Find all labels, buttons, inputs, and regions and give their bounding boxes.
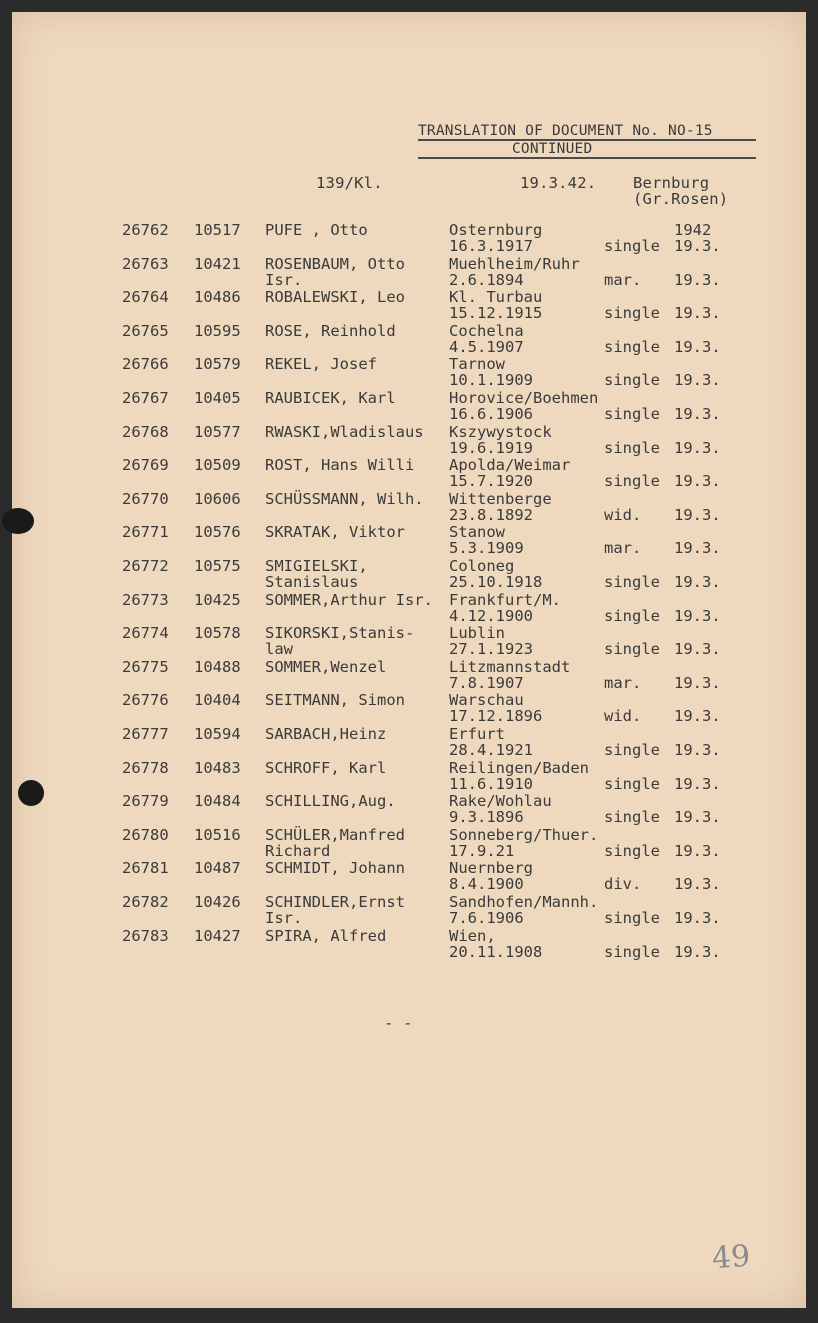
person-name-continued: Stanislaus [265, 573, 359, 591]
entry-number: 26771 [122, 523, 169, 542]
entry-date: 19.3. [674, 875, 721, 894]
person-name-continued: Isr. [265, 270, 303, 289]
birth-place: Tarnow [449, 355, 505, 374]
person-name: SCHÜLER,Manfred [265, 825, 405, 844]
entry-number: 26763 [122, 254, 169, 273]
list-item [12, 927, 806, 961]
entry-date: 19.3. [674, 505, 721, 524]
list-item [12, 255, 806, 289]
entry-number: 26773 [122, 590, 169, 609]
person-name: PUFE , Otto [265, 221, 368, 239]
birth-place: Sandhofen/Mannh. [449, 893, 599, 911]
birth-place: Coloneg [449, 557, 515, 575]
entry-date: 19.3. [674, 573, 721, 591]
location: Bernburg [633, 174, 710, 192]
birth-place: Litzmannstadt [449, 657, 571, 676]
birth-date: 25.10.1918 [449, 573, 543, 591]
entry-number: 26778 [122, 758, 169, 777]
page-number: 49 [710, 1238, 752, 1277]
list-item [12, 691, 806, 725]
list-item [12, 658, 806, 692]
prisoner-number: 10576 [194, 523, 241, 542]
birth-place: Reilingen/Baden [449, 758, 589, 777]
birth-date: 8.4.1900 [449, 875, 524, 894]
entry-number: 26777 [122, 725, 169, 743]
marital-status: div. [604, 875, 642, 894]
birth-date: 23.8.1892 [449, 505, 533, 524]
birth-date: 19.6.1919 [449, 438, 533, 457]
prisoner-number: 10425 [194, 590, 241, 609]
prisoner-number: 10405 [194, 389, 241, 407]
marital-status: single [604, 237, 660, 255]
entry-number: 26767 [122, 389, 169, 407]
list-item [12, 322, 806, 356]
marital-status: single [604, 371, 660, 390]
continued-underline [418, 157, 756, 159]
prisoner-number: 10509 [194, 456, 241, 475]
person-name: SEITMANN, Simon [265, 691, 405, 710]
prisoner-number: 10606 [194, 489, 241, 508]
birth-place: Nuernberg [449, 859, 533, 878]
birth-place: Muehlheim/Ruhr [449, 254, 580, 273]
list-item [12, 759, 806, 793]
entry-number: 26772 [122, 557, 169, 575]
entry-date: 19.3. [674, 707, 721, 726]
entry-date: 19.3. [674, 405, 721, 423]
prisoner-number: 10595 [194, 321, 241, 340]
birth-date: 10.1.1909 [449, 371, 533, 390]
marital-status: single [604, 337, 660, 356]
year-label: 1942 [674, 221, 712, 239]
birth-place: Osternburg [449, 221, 543, 239]
person-name: ROBALEWSKI, Leo [265, 288, 405, 307]
person-name: SMIGIELSKI, [265, 557, 368, 575]
list-item [12, 792, 806, 826]
birth-place: Rake/Wohlau [449, 792, 552, 811]
prisoner-number: 10484 [194, 792, 241, 811]
marital-status: single [604, 472, 660, 491]
person-name: SOMMER,Arthur Isr. [265, 590, 433, 609]
person-name-continued: Isr. [265, 909, 303, 927]
list-item [12, 557, 806, 591]
marital-status: mar. [604, 270, 642, 289]
marital-status: wid. [604, 707, 642, 726]
birth-date: 5.3.1909 [449, 539, 524, 558]
list-item [12, 826, 806, 860]
list-item [12, 893, 806, 927]
birth-date: 17.12.1896 [449, 707, 543, 726]
entry-date: 19.3. [674, 909, 721, 927]
birth-date: 7.6.1906 [449, 909, 524, 927]
entry-date: 19.3. [674, 337, 721, 356]
entry-date: 19.3. [674, 539, 721, 558]
birth-date: 28.4.1921 [449, 741, 533, 759]
marital-status: single [604, 405, 660, 423]
entry-number: 26770 [122, 489, 169, 508]
birth-place: Stanow [449, 523, 505, 542]
birth-place: Frankfurt/M. [449, 590, 561, 609]
birth-date: 9.3.1896 [449, 808, 524, 827]
prisoner-number: 10487 [194, 859, 241, 878]
birth-date: 7.8.1907 [449, 673, 524, 692]
document-date: 19.3.42. [520, 174, 597, 192]
entry-number: 26775 [122, 657, 169, 676]
marital-status: single [604, 606, 660, 625]
marital-status: mar. [604, 539, 642, 558]
birth-place: Wien, [449, 926, 496, 945]
list-item [12, 490, 806, 524]
prisoner-number: 10578 [194, 624, 241, 643]
prisoner-number: 10579 [194, 355, 241, 374]
list-item [12, 389, 806, 423]
entry-date: 19.3. [674, 808, 721, 827]
prisoner-number: 10577 [194, 422, 241, 441]
entry-number: 26783 [122, 926, 169, 945]
birth-place: Apolda/Weimar [449, 456, 571, 475]
entry-number: 26766 [122, 355, 169, 374]
person-name: SCHINDLER,Ernst [265, 893, 405, 911]
birth-date: 2.6.1894 [449, 270, 524, 289]
birth-place: Warschau [449, 691, 524, 710]
prisoner-number: 10421 [194, 254, 241, 273]
entry-date: 19.3. [674, 438, 721, 457]
document-page [12, 12, 806, 1308]
location-detail: (Gr.Rosen) [633, 190, 729, 208]
prisoner-number: 10427 [194, 926, 241, 945]
list-item [12, 221, 806, 255]
person-name: SPIRA, Alfred [265, 926, 387, 945]
list-item [12, 859, 806, 893]
birth-date: 27.1.1923 [449, 640, 533, 659]
marital-status: single [604, 942, 660, 961]
person-name: SCHMIDT, Johann [265, 859, 405, 878]
entry-number: 26780 [122, 825, 169, 844]
entry-number: 26768 [122, 422, 169, 441]
entry-date: 19.3. [674, 371, 721, 390]
birth-place: Sonneberg/Thuer. [449, 825, 599, 844]
marital-status: single [604, 640, 660, 659]
entry-number: 26781 [122, 859, 169, 878]
prisoner-number: 10517 [194, 221, 241, 239]
person-name: ROSE, Reinhold [265, 321, 396, 340]
birth-place: Kl. Turbau [449, 288, 543, 307]
person-name: REKEL, Josef [265, 355, 377, 374]
entry-number: 26776 [122, 691, 169, 710]
entry-date: 19.3. [674, 472, 721, 491]
list-item [12, 725, 806, 759]
birth-place: Lublin [449, 624, 505, 643]
list-item [12, 456, 806, 490]
entry-date: 19.3. [674, 270, 721, 289]
entry-date: 19.3. [674, 606, 721, 625]
person-name: SCHÜSSMANN, Wilh. [265, 489, 424, 508]
marital-status: single [604, 774, 660, 793]
person-name: SARBACH,Heinz [265, 725, 387, 743]
person-name: RAUBICEK, Karl [265, 389, 396, 407]
entry-date: 19.3. [674, 673, 721, 692]
person-name: RWASKI,Wladislaus [265, 422, 424, 441]
prisoner-number: 10483 [194, 758, 241, 777]
list-item [12, 523, 806, 557]
marital-status: single [604, 304, 660, 323]
continued-label: CONTINUED [512, 141, 593, 157]
marital-status: single [604, 808, 660, 827]
birth-date: 16.3.1917 [449, 237, 533, 255]
birth-date: 4.12.1900 [449, 606, 533, 625]
entry-date: 19.3. [674, 942, 721, 961]
entry-number: 26774 [122, 624, 169, 643]
entry-date: 19.3. [674, 640, 721, 659]
marital-status: wid. [604, 505, 642, 524]
birth-date: 11.6.1910 [449, 774, 533, 793]
person-name-continued: law [265, 640, 293, 659]
birth-date: 17.9.21 [449, 841, 515, 860]
list-item [12, 423, 806, 457]
birth-date: 4.5.1907 [449, 337, 524, 356]
marital-status: single [604, 909, 660, 927]
list-item [12, 591, 806, 625]
prisoner-number: 10486 [194, 288, 241, 307]
prisoner-number: 10426 [194, 893, 241, 911]
birth-place: Cochelna [449, 321, 524, 340]
entry-date: 19.3. [674, 237, 721, 255]
prisoner-number: 10516 [194, 825, 241, 844]
prisoner-number: 10488 [194, 657, 241, 676]
entry-number: 26764 [122, 288, 169, 307]
birth-date: 15.12.1915 [449, 304, 543, 323]
person-name: SCHILLING,Aug. [265, 792, 396, 811]
person-name: ROSENBAUM, Otto [265, 254, 405, 273]
person-name: ROST, Hans Willi [265, 456, 415, 475]
marital-status: single [604, 741, 660, 759]
birth-place: Horovice/Boehmen [449, 389, 599, 407]
document-title: TRANSLATION OF DOCUMENT No. NO-15 [418, 123, 713, 139]
list-item [12, 355, 806, 389]
entry-number: 26782 [122, 893, 169, 911]
marital-status: single [604, 438, 660, 457]
entry-number: 26762 [122, 221, 169, 239]
birth-date: 16.6.1906 [449, 405, 533, 423]
entry-date: 19.3. [674, 741, 721, 759]
prisoner-number: 10404 [194, 691, 241, 710]
reference-number: 139/Kl. [316, 174, 383, 192]
marital-status: single [604, 841, 660, 860]
entry-number: 26779 [122, 792, 169, 811]
person-name: SIKORSKI,Stanis- [265, 624, 415, 643]
prisoner-number: 10575 [194, 557, 241, 575]
person-name: SOMMER,Wenzel [265, 657, 387, 676]
entry-number: 26765 [122, 321, 169, 340]
entry-date: 19.3. [674, 774, 721, 793]
birth-place: Kszywystock [449, 422, 552, 441]
person-name-continued: Richard [265, 841, 331, 860]
entry-number: 26769 [122, 456, 169, 475]
footer-mark: - - [384, 1014, 413, 1032]
birth-place: Wittenberge [449, 489, 552, 508]
entry-date: 19.3. [674, 841, 721, 860]
punch-hole [18, 780, 44, 806]
person-name: SCHROFF, Karl [265, 758, 387, 777]
marital-status: mar. [604, 673, 642, 692]
marital-status: single [604, 573, 660, 591]
punch-hole [2, 508, 34, 534]
list-item [12, 288, 806, 322]
entry-date: 19.3. [674, 304, 721, 323]
birth-date: 20.11.1908 [449, 942, 543, 961]
person-name: SKRATAK, Viktor [265, 523, 405, 542]
birth-place: Erfurt [449, 725, 505, 743]
prisoner-number: 10594 [194, 725, 241, 743]
list-item [12, 624, 806, 658]
birth-date: 15.7.1920 [449, 472, 533, 491]
